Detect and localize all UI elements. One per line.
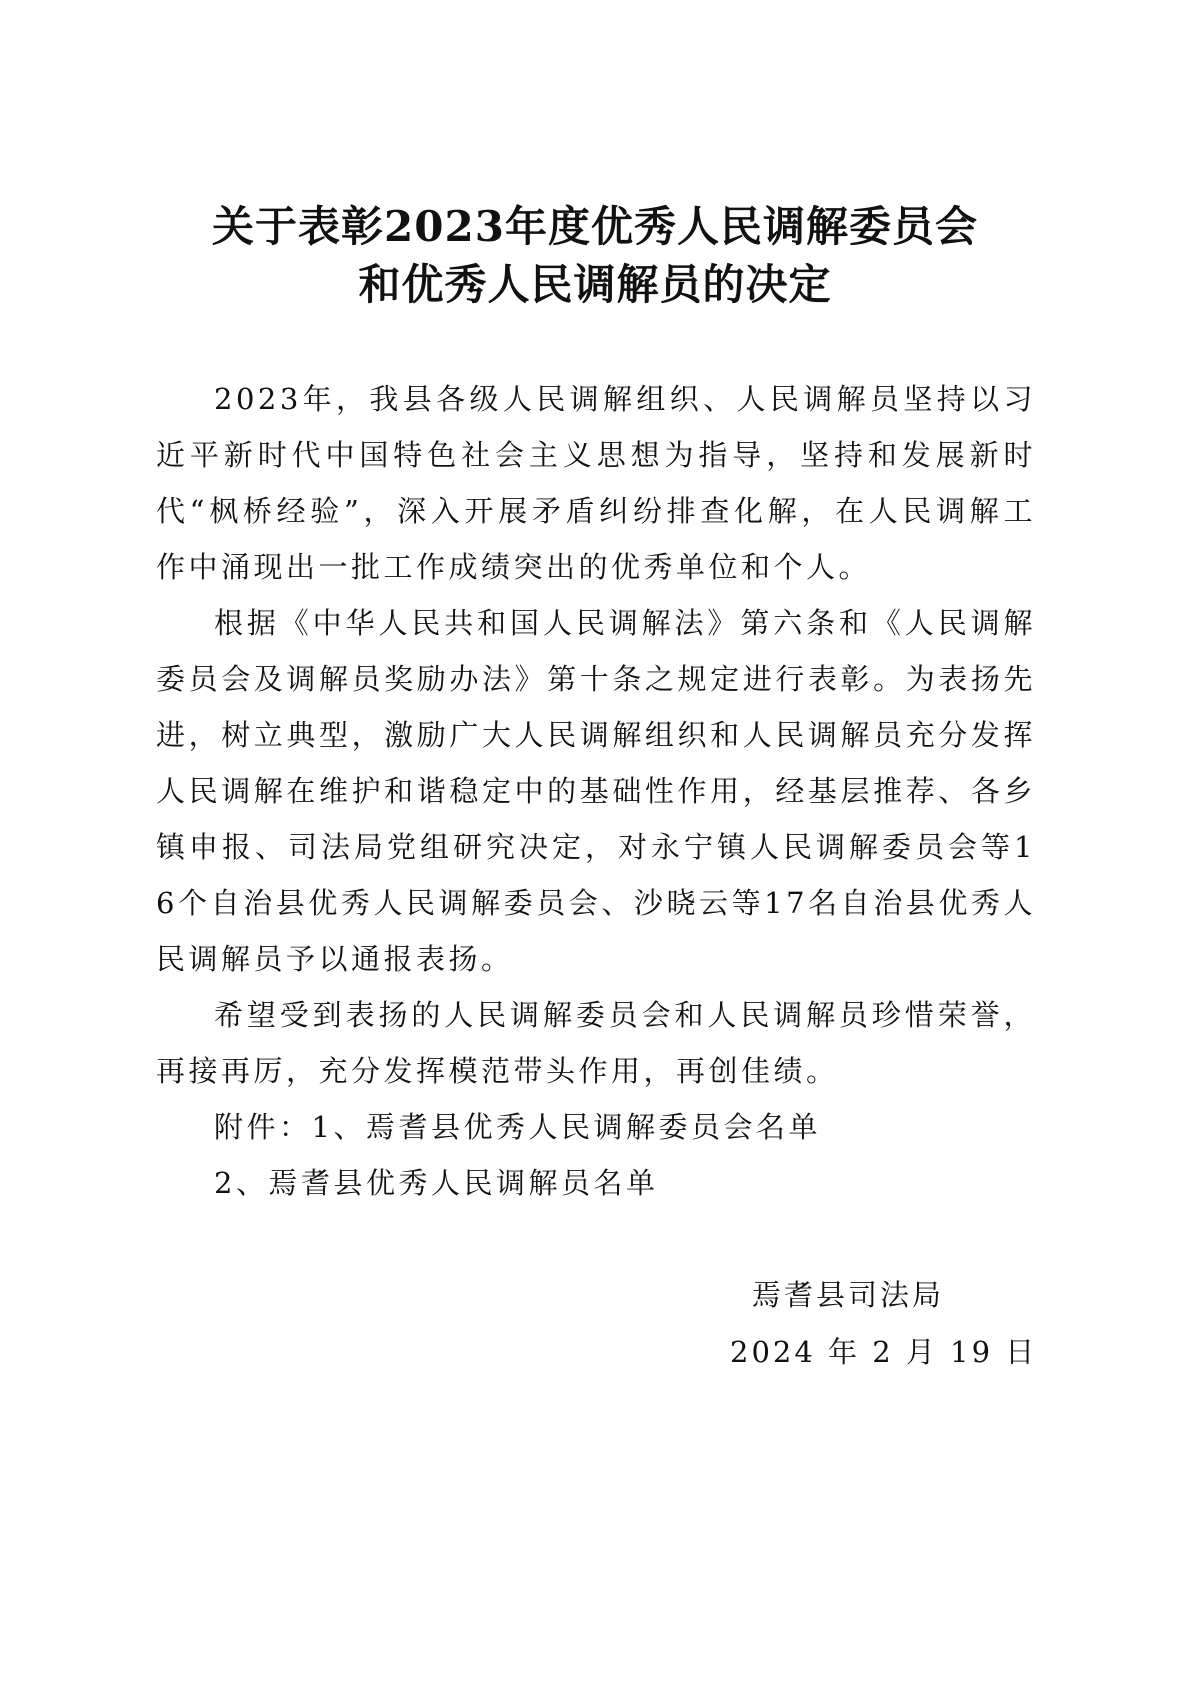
body-paragraph-3: 希望受到表扬的人民调解委员会和人民调解员珍惜荣誉，再接再厉，充分发挥模范带头作用，再创佳绩。 [156,998,1036,1088]
signature-date: 2024 年 2 月 19 日 [730,1335,1038,1369]
body-paragraph-1: 2023年，我县各级人民调解组织、人民调解员坚持以习近平新时代中国特色社会主义思想为指导，坚持和发展新时代“枫桥经验”，深入开展矛盾纠纷排查化解，在人民调解工作中涌现出一批工作成绩突出的优秀单位和个人。 [156,382,1036,584]
attachment-line-1: 附件：1、焉耆县优秀人民调解委员会名单 [214,1110,821,1144]
document-body [156,371,1036,1211]
attachment-line-2: 2、焉耆县优秀人民调解员名单 [214,1166,659,1200]
body-paragraph-2: 根据《中华人民共和国人民调解法》第六条和《人民调解委员会及调解员奖励办法》第十条之规定进行表彰。为表扬先进，树立典型，激励广大人民调解组织和人民调解员充分发挥人民调解在维护和谐稳定中的基础性作用，经基层推荐、各乡镇申报、司法局党组研究决定，对永宁镇人民调解委员会等16个自治县优秀人民调解委员会、沙晓云等17名自治县优秀人民调解员予以通报表扬。 [156,606,1036,976]
document-title-line-2: 和优秀人民调解员的决定 [358,260,832,309]
document-title-line-1: 关于表彰2023年度优秀人民调解委员会 [212,202,978,251]
signature-organization: 焉耆县司法局 [752,1278,945,1312]
